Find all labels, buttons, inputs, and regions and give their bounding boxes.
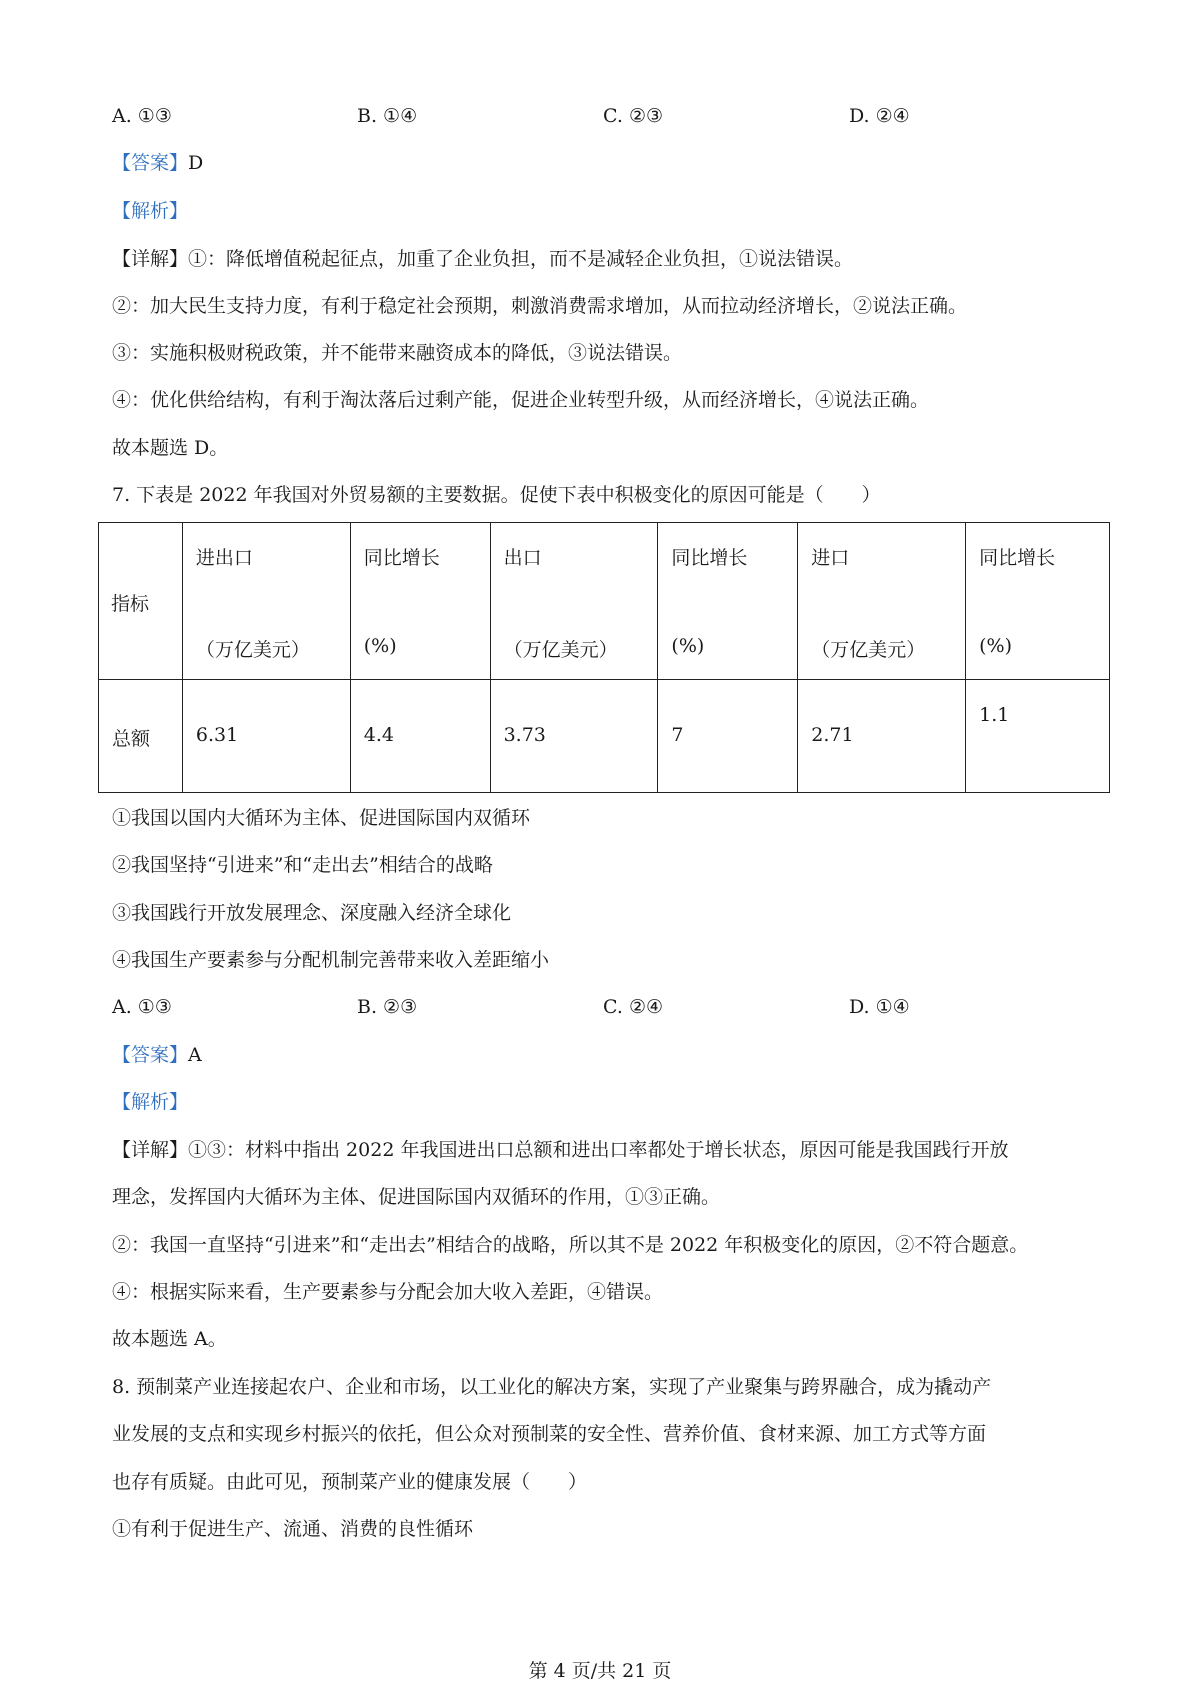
cell-value: 4.4: [363, 724, 394, 746]
detail-text: ①：降低增值税起征点，加重了企业负担，而不是减轻企业负担，①说法错误。: [188, 248, 854, 270]
table-header-cell: [658, 523, 798, 680]
answer-value: A: [188, 1044, 202, 1066]
page-footer: 第 4 页/共 21 页: [528, 1660, 672, 1682]
q8-stem-line-3: 也存有质疑。由此可见，预制菜产业的健康发展（ ）: [112, 1471, 588, 1493]
cell-value: 3.73: [503, 724, 546, 746]
table-cell: [798, 680, 966, 793]
header-title: 出口: [503, 547, 542, 569]
q6-analysis: [112, 199, 188, 223]
header-unit: （万亿美元）: [811, 639, 926, 661]
table-cell: [99, 680, 183, 793]
q7-analysis: [112, 1090, 188, 1114]
table-cell: [490, 680, 658, 793]
q7-detail-line-3: ②：我国一直坚持“引进来”和“走出去”相结合的战略，所以其不是 2022 年积极变化的原因，②不符合题意。: [112, 1234, 1029, 1256]
detail-tag: 【详解】: [112, 248, 189, 270]
header-unit: (%): [979, 635, 1012, 657]
table-header-row: [99, 523, 1110, 680]
trade-data-table: [98, 522, 1110, 793]
header-title: 进口: [811, 547, 850, 569]
table-header-cell: [182, 523, 350, 680]
header-title: 同比增长: [363, 547, 440, 569]
q6-detail-line-2: ②：加大民生支持力度，有利于稳定社会预期，刺激消费需求增加，从而拉动经济增长，②说法正确。: [112, 295, 968, 317]
q6-option-d: D. ②④: [849, 105, 910, 127]
table-header-cell: [99, 523, 183, 680]
table-cell: [658, 680, 798, 793]
header-title: 同比增长: [979, 547, 1056, 569]
q7-option-a: A. ①③: [112, 996, 172, 1018]
header-title: 同比增长: [671, 547, 748, 569]
answer-tag: 【答案】: [112, 152, 189, 174]
detail-tag: 【详解】: [112, 1139, 189, 1161]
q8-item-1: ①有利于促进生产、流通、消费的良性循环: [112, 1518, 474, 1540]
table-row: [99, 680, 1110, 793]
q6-option-a: A. ①③: [112, 105, 172, 127]
answer-value: D: [188, 152, 204, 174]
table-header-cell: [798, 523, 966, 680]
header-unit: （万亿美元）: [195, 639, 310, 661]
q6-option-b: B. ①④: [357, 105, 418, 127]
q7-option-b: B. ②③: [357, 996, 418, 1018]
q7-detail-line-1: [112, 1138, 1008, 1162]
table-header-cell: [966, 523, 1110, 680]
q6-option-c: C. ②③: [603, 105, 664, 127]
q8-stem-line-2: 业发展的支点和实现乡村振兴的依托，但公众对预制菜的安全性、营养价值、食材来源、加工方式等方面: [112, 1423, 987, 1445]
detail-text: ①③：材料中指出 2022 年我国进出口总额和进出口率都处于增长状态，原因可能是我国践行开放: [188, 1139, 1009, 1161]
q7-detail-line-2: 理念，发挥国内大循环为主体、促进国际国内双循环的作用，①③正确。: [112, 1186, 721, 1208]
q7-item-2: ②我国坚持“引进来”和“走出去”相结合的战略: [112, 854, 493, 876]
header-unit: （万亿美元）: [503, 639, 618, 661]
answer-tag: 【答案】: [112, 1044, 189, 1066]
q7-item-4: ④我国生产要素参与分配机制完善带来收入差距缩小: [112, 949, 550, 971]
q7-stem: 7. 下表是 2022 年我国对外贸易额的主要数据。促使下表中积极变化的原因可能是（ ）: [112, 484, 881, 506]
header-unit: (%): [363, 635, 397, 657]
q7-item-1: ①我国以国内大循环为主体、促进国际国内双循环: [112, 807, 531, 829]
header-title: 进出口: [195, 547, 253, 569]
table-header-cell: [350, 523, 490, 680]
q7-detail-line-4: ④：根据实际来看，生产要素参与分配会加大收入差距，④错误。: [112, 1281, 664, 1303]
q6-answer: [112, 151, 203, 175]
q7-conclusion: 故本题选 A。: [112, 1328, 227, 1350]
q6-detail-line-1: [112, 247, 853, 271]
cell-value: 2.71: [811, 724, 854, 746]
cell-value: 1.1: [979, 704, 1010, 726]
q7-item-3: ③我国践行开放发展理念、深度融入经济全球化: [112, 902, 512, 924]
analysis-tag: 【解析】: [112, 1091, 189, 1113]
q6-detail-line-3: ③：实施积极财税政策，并不能带来融资成本的降低，③说法错误。: [112, 342, 683, 364]
q7-answer: [112, 1043, 202, 1067]
table-cell: [350, 680, 490, 793]
header-unit: (%): [671, 635, 705, 657]
row-header-label: 指标: [111, 593, 150, 615]
table-cell: [966, 680, 1110, 793]
q7-option-d: D. ①④: [849, 996, 910, 1018]
q6-conclusion: 故本题选 D。: [112, 437, 229, 459]
row-label: 总额: [112, 728, 151, 750]
analysis-tag: 【解析】: [112, 200, 189, 222]
cell-value: 7: [671, 724, 684, 746]
table-cell: [182, 680, 350, 793]
table-header-cell: [490, 523, 658, 680]
q8-stem-line-1: 8. 预制菜产业连接起农户、企业和市场，以工业化的解决方案，实现了产业聚集与跨界融合，成为撬动产: [112, 1376, 992, 1398]
q7-option-c: C. ②④: [603, 996, 664, 1018]
cell-value: 6.31: [195, 724, 239, 746]
q6-detail-line-4: ④：优化供给结构，有利于淘汰落后过剩产能，促进企业转型升级，从而经济增长，④说法正确。: [112, 389, 930, 411]
